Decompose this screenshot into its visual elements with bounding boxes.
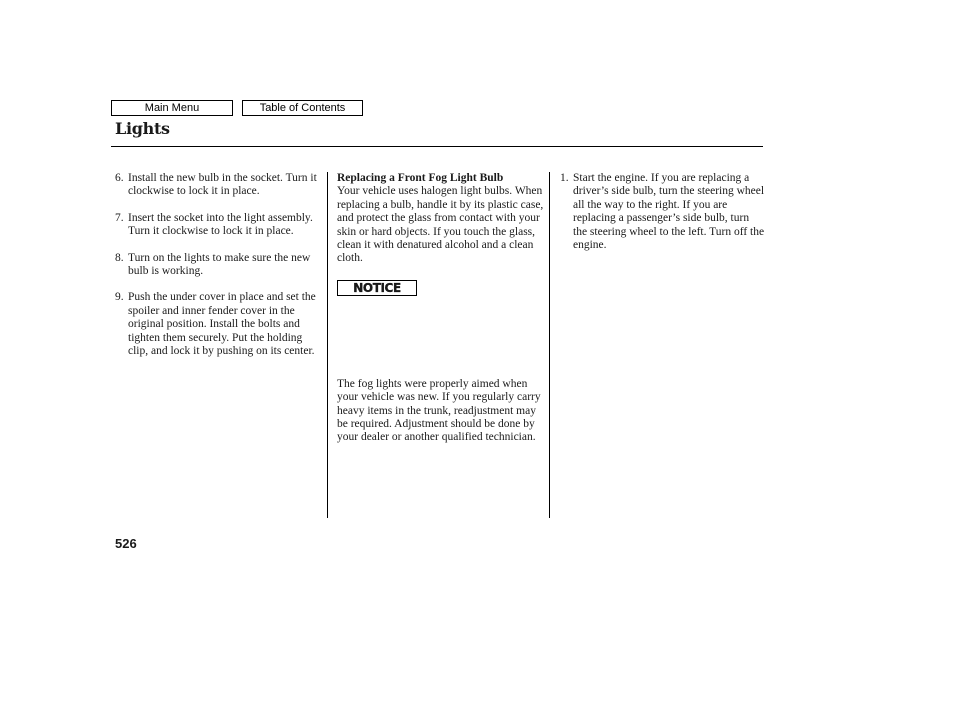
step-text: Insert the socket into the light assembly. Turn it clockwise to lock it in place. (128, 211, 313, 238)
page-title: Lights (115, 119, 170, 138)
step-number: 9. (115, 291, 124, 304)
list-item (115, 212, 325, 239)
column-left (115, 172, 325, 371)
step-number: 7. (115, 211, 124, 224)
column-right (560, 172, 765, 265)
step-number: 8. (115, 251, 124, 264)
list-item (560, 172, 765, 252)
main-menu-button[interactable]: Main Menu (111, 100, 233, 116)
section-heading: Replacing a Front Fog Light Bulb (337, 172, 504, 184)
step-number: 6. (115, 172, 124, 184)
step-text: Install the new bulb in the socket. Turn it clockwise to lock it in place. (128, 172, 317, 198)
intro-paragraph: Your vehicle uses halogen light bulbs. When replacing a bulb, handle it by its plastic case, and protect the glass from contact with your skin or hard objects. If you touch the glass, clean it with denatured alcohol and a clean cloth. (337, 185, 544, 265)
header-divider (111, 146, 763, 147)
step-number: 1. (560, 172, 569, 184)
column-divider (549, 172, 550, 518)
step-text: Start the engine. If you are replacing a driver’s side bulb, turn the steering wheel all the way to the right. If you are replacing a passenger’s side bulb, turn the steering wheel to the left. Turn off the engine. (573, 172, 765, 252)
list-item (115, 172, 325, 199)
column-middle (337, 172, 547, 445)
step-text: Turn on the lights to make sure the new bulb is working. (128, 251, 311, 278)
list-item (115, 291, 325, 358)
page-number: 526 (115, 536, 137, 551)
aim-paragraph: The fog lights were properly aimed when your vehicle was new. If you regularly carry heavy items in the trunk, readjustment may be required. Adjustment should be done by your dealer or another qualified technician. (337, 377, 541, 444)
list-item (115, 252, 325, 279)
column-divider (327, 172, 328, 518)
step-text: Push the under cover in place and set the spoiler and inner fender cover in the original position. Install the bolts and tighten them securely. Put the holding clip, and lock it by pushing on its center. (128, 291, 316, 358)
table-of-contents-button[interactable]: Table of Contents (242, 100, 363, 116)
notice-badge: NOTICE (337, 280, 417, 296)
